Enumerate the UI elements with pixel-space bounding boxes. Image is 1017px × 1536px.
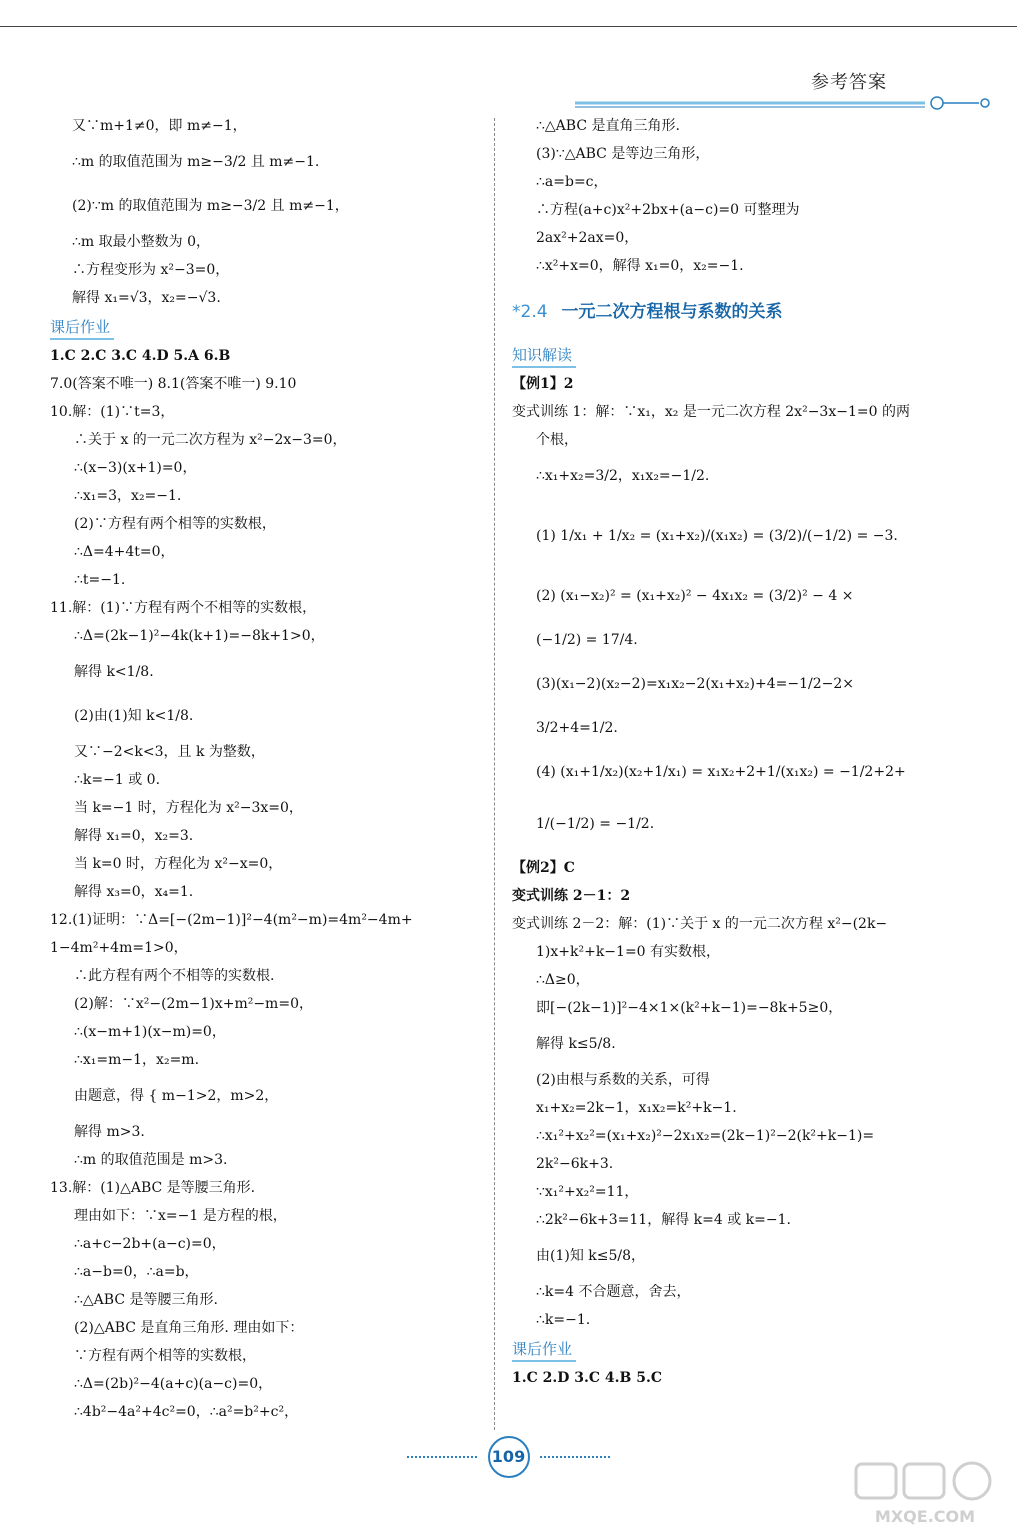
text-line: (2)由根与系数的关系，可得: [536, 1072, 710, 1088]
answer-line: 1−4m²+4m=1>0，: [50, 940, 188, 956]
text-line: x₁+x₂=2k−1，x₁x₂=k²+k−1.: [536, 1100, 737, 1116]
text-line: 1/(−1/2) = −1/2.: [536, 816, 655, 832]
answer-line: 解得 x₁=0，x₂=3.: [74, 828, 194, 844]
answer-line: 解得 x₃=0，x₄=1.: [74, 884, 194, 900]
answer-line: ∴Δ=4+4t=0，: [74, 544, 175, 560]
answer-line: (2)由(1)知 k<1/8.: [74, 708, 194, 724]
answer-line: ∵方程有两个相等的实数根，: [74, 1348, 256, 1364]
answer-line: 1.C 2.D 3.C 4.B 5.C: [512, 1370, 662, 1386]
answer-line: 12.(1)证明：∵Δ=[−(2m−1)]²−4(m²−m)=4m²−4m+: [50, 912, 413, 928]
text-line: ∴△ABC 是直角三角形.: [536, 118, 680, 134]
section-title-homework-2: 课后作业: [512, 1338, 576, 1362]
answer-line: (2)解：∵x²−(2m−1)x+m²−m=0，: [74, 996, 313, 1012]
text-line: ∴x₁²+x₂²=(x₁+x₂)²−2x₁x₂=(2k−1)²−2(k²+k−1)=: [536, 1128, 875, 1144]
text-line: ∴2k²−6k+3=11，解得 k=4 或 k=−1.: [536, 1212, 791, 1228]
footer-dots-right: [540, 1456, 610, 1458]
chapter-number: *2.4: [512, 302, 548, 322]
column-divider: [494, 118, 495, 1430]
answer-line: ∴m 的取值范围是 m>3.: [74, 1152, 228, 1168]
text-line: 2k²−6k+3.: [536, 1156, 614, 1172]
text-line: 又∵m+1≠0，即 m≠−1，: [72, 118, 247, 134]
text-line: ∴x²+x=0，解得 x₁=0，x₂=−1.: [536, 258, 744, 274]
chapter-title: 一元二次方程根与系数的关系: [561, 302, 783, 322]
example-label: 【例1】2: [512, 376, 574, 392]
answer-line: 10.解：(1)∵t=3，: [50, 404, 175, 420]
chapter-heading: [512, 290, 952, 334]
top-rule: [0, 26, 1017, 27]
page-header-title: 参考答案: [811, 72, 887, 93]
answer-line: 7.0(答案不唯一) 8.1(答案不唯一) 9.10: [50, 376, 297, 392]
text-line: 个根，: [536, 432, 578, 448]
text-line: ∴Δ≥0，: [536, 972, 590, 988]
answer-line: ∴x₁=3，x₂=−1.: [74, 488, 182, 504]
text-line: ∴k=4 不合题意，舍去，: [536, 1284, 691, 1300]
text-line: (2)∵m 的取值范围为 m≥−3/2 且 m≠−1，: [72, 198, 349, 214]
answer-line: ∴(x−3)(x+1)=0，: [74, 460, 197, 476]
answer-line: ∴(x−m+1)(x−m)=0，: [74, 1024, 226, 1040]
text-line: 3/2+4=1/2.: [536, 720, 618, 736]
text-line: (4) (x₁+1/x₂)(x₂+1/x₁) = x₁x₂+2+1/(x₁x₂) = −1/2+2+: [536, 764, 906, 780]
text-line: 变式训练 2－1：2: [512, 888, 631, 904]
answer-line: 1.C 2.C 3.C 4.D 5.A 6.B: [50, 348, 231, 364]
answer-line: ∴x₁=m−1，x₂=m.: [74, 1052, 200, 1068]
answer-line: ∴Δ=(2k−1)²−4k(k+1)=−8k+1>0，: [74, 628, 325, 644]
watermark-logo: [850, 1460, 1000, 1530]
svg-text:MXQE.COM: MXQE.COM: [874, 1507, 976, 1526]
text-line: 1)x+k²+k−1=0 有实数根，: [536, 944, 721, 960]
text-line: 变式训练 1：解：∵x₁，x₂ 是一元二次方程 2x²−3x−1=0 的两: [512, 404, 910, 420]
answer-line: (2)∵方程有两个相等的实数根，: [74, 516, 276, 532]
answer-line: ∴a−b=0，∴a=b，: [74, 1264, 199, 1280]
text-line: (3)∵△ABC 是等边三角形，: [536, 146, 710, 162]
text-line: ∴m 的取值范围为 m≥−3/2 且 m≠−1.: [72, 154, 320, 170]
text-line: 由(1)知 k≤5/8，: [536, 1248, 646, 1264]
text-line: ∴x₁+x₂=3/2，x₁x₂=−1/2.: [536, 468, 710, 484]
example-label: 【例2】C: [512, 860, 575, 876]
text-line: ∴m 取最小整数为 0，: [72, 234, 210, 250]
text-line: 变式训练 2－2：解：(1)∵关于 x 的一元二次方程 x²−(2k−: [512, 916, 888, 932]
answer-line: ∴a+c−2b+(a−c)=0，: [74, 1236, 226, 1252]
left-column: [50, 112, 480, 1426]
text-line: 解得 k≤5/8.: [536, 1036, 616, 1052]
answer-line: 解得 k<1/8.: [74, 664, 154, 680]
section-title-homework: 课后作业: [50, 316, 114, 340]
header-decoration: [575, 96, 995, 110]
answer-line: 解得 m>3.: [74, 1124, 145, 1140]
text-line: (3)(x₁−2)(x₂−2)=x₁x₂−2(x₁+x₂)+4=−1/2−2×: [536, 676, 855, 692]
text-line: (2) (x₁−x₂)² = (x₁+x₂)² − 4x₁x₂ = (3/2)² − 4 ×: [536, 588, 854, 604]
text-line: 即[−(2k−1)]²−4×1×(k²+k−1)=−8k+5≥0，: [536, 1000, 843, 1016]
answer-line: ∴4b²−4a²+4c²=0，∴a²=b²+c²，: [74, 1404, 299, 1420]
answer-line: ∴k=−1 或 0.: [74, 772, 161, 788]
text-line: ∴方程(a+c)x²+2bx+(a−c)=0 可整理为: [536, 202, 800, 218]
text-line: 2ax²+2ax=0，: [536, 230, 639, 246]
answer-line: 当 k=−1 时，方程化为 x²−3x=0，: [74, 800, 303, 816]
answer-line: 又∵−2<k<3，且 k 为整数，: [74, 744, 265, 760]
answer-line: 13.解：(1)△ABC 是等腰三角形.: [50, 1180, 256, 1196]
answer-line: 11.解：(1)∵方程有两个不相等的实数根，: [50, 600, 317, 616]
right-column: [512, 112, 952, 1392]
answer-line: ∴Δ=(2b)²−4(a+c)(a−c)=0，: [74, 1376, 273, 1392]
answer-line: 当 k=0 时，方程化为 x²−x=0，: [74, 856, 283, 872]
answer-line: 由题意，得 { m−1>2，m>2，: [74, 1088, 279, 1104]
section-title-knowledge: 知识解读: [512, 344, 576, 368]
page-number: 109: [488, 1436, 530, 1478]
text-line: ∴k=−1.: [536, 1312, 591, 1328]
text-line: 解得 x₁=√3，x₂=−√3.: [72, 290, 221, 306]
text-line: ∴方程变形为 x²−3=0，: [72, 262, 230, 278]
text-line: (−1/2) = 17/4.: [536, 632, 638, 648]
answer-line: ∴t=−1.: [74, 572, 126, 588]
text-line: ∴a=b=c，: [536, 174, 608, 190]
answer-line: ∴△ABC 是等腰三角形.: [74, 1292, 218, 1308]
answer-line: ∴关于 x 的一元二次方程为 x²−2x−3=0，: [74, 432, 347, 448]
text-line: (1) 1/x₁ + 1/x₂ = (x₁+x₂)/(x₁x₂) = (3/2)/(−1/2) = −3.: [536, 528, 898, 544]
answer-line: (2)△ABC 是直角三角形. 理由如下：: [74, 1320, 304, 1336]
answer-line: 理由如下：∵x=−1 是方程的根，: [74, 1208, 287, 1224]
answer-line: ∴此方程有两个不相等的实数根.: [74, 968, 275, 984]
text-line: ∵x₁²+x₂²=11，: [536, 1184, 639, 1200]
footer-dots-left: [407, 1456, 477, 1458]
